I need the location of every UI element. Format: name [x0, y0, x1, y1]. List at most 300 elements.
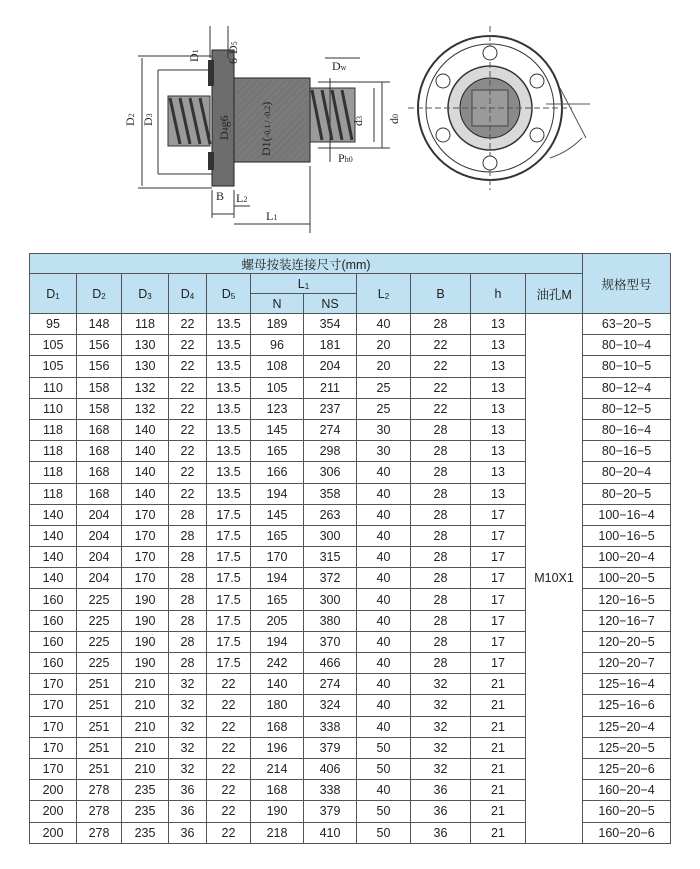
cell-l2: 50: [357, 737, 411, 758]
cell-h: 17: [471, 589, 526, 610]
cell-d3: 210: [122, 695, 169, 716]
cell-l1-n: 194: [251, 483, 304, 504]
cell-model: 80−16−5: [583, 441, 671, 462]
cell-d4: 28: [169, 610, 207, 631]
cell-h: 21: [471, 822, 526, 843]
cell-d2: 278: [77, 801, 122, 822]
cell-l1-ns: 338: [304, 716, 357, 737]
cell-d1: 118: [30, 419, 77, 440]
label-dd3: d3: [351, 116, 365, 126]
cell-l2: 40: [357, 674, 411, 695]
cell-d3: 210: [122, 737, 169, 758]
cell-b: 36: [411, 801, 471, 822]
cell-l2: 40: [357, 314, 411, 335]
flange-end-view: [408, 26, 590, 190]
cell-d2: 251: [77, 737, 122, 758]
cell-d4: 22: [169, 462, 207, 483]
cell-l1-n: 242: [251, 653, 304, 674]
cell-model: 160−20−5: [583, 801, 671, 822]
label-d4g6: D4g6: [217, 115, 231, 140]
header-b: B: [411, 274, 471, 314]
cell-model: 80−16−4: [583, 419, 671, 440]
cell-d4: 22: [169, 314, 207, 335]
cell-d4: 28: [169, 653, 207, 674]
cell-h: 17: [471, 631, 526, 652]
cell-l2: 40: [357, 525, 411, 546]
cell-d4: 22: [169, 398, 207, 419]
cell-d3: 235: [122, 780, 169, 801]
cell-h: 21: [471, 737, 526, 758]
cell-b: 36: [411, 822, 471, 843]
cell-d3: 210: [122, 674, 169, 695]
cell-d3: 140: [122, 483, 169, 504]
header-d1: D1: [30, 274, 77, 314]
cell-l1-ns: 237: [304, 398, 357, 419]
cell-l1-n: 205: [251, 610, 304, 631]
cell-d5: 13.5: [207, 335, 251, 356]
cell-l2: 50: [357, 758, 411, 779]
header-ns: NS: [304, 294, 357, 314]
cell-d1: 160: [30, 653, 77, 674]
cell-d1: 118: [30, 441, 77, 462]
cell-l1-ns: 298: [304, 441, 357, 462]
cell-d1: 170: [30, 674, 77, 695]
cell-d4: 32: [169, 758, 207, 779]
cell-d3: 140: [122, 419, 169, 440]
cell-d4: 36: [169, 801, 207, 822]
table-body: [30, 314, 671, 844]
cell-d5: 22: [207, 780, 251, 801]
cell-l2: 40: [357, 483, 411, 504]
cell-model: 125−16−6: [583, 695, 671, 716]
cell-d5: 13.5: [207, 377, 251, 398]
cell-l2: 40: [357, 780, 411, 801]
cell-d5: 13.5: [207, 314, 251, 335]
cell-b: 28: [411, 568, 471, 589]
label-l2: L2: [236, 191, 248, 205]
cell-h: 13: [471, 419, 526, 440]
cell-model: 80−20−4: [583, 462, 671, 483]
cell-h: 13: [471, 335, 526, 356]
label-d1: D1: [187, 49, 201, 62]
cell-b: 22: [411, 335, 471, 356]
cell-l1-n: 105: [251, 377, 304, 398]
cell-model: 125−20−6: [583, 758, 671, 779]
cell-b: 32: [411, 716, 471, 737]
cell-d1: 140: [30, 568, 77, 589]
cell-d5: 13.5: [207, 462, 251, 483]
cell-b: 28: [411, 631, 471, 652]
label-l1: L1: [266, 209, 278, 223]
label-b: B: [216, 189, 225, 203]
cell-l2: 30: [357, 419, 411, 440]
header-d2: D2: [77, 274, 122, 314]
cell-l2: 40: [357, 462, 411, 483]
header-l2: L2: [357, 274, 411, 314]
cell-d3: 140: [122, 462, 169, 483]
cell-l2: 20: [357, 356, 411, 377]
label-ph0: Ph0: [338, 151, 353, 165]
cell-model: 120−20−7: [583, 653, 671, 674]
cell-d2: 204: [77, 547, 122, 568]
cell-model: 160−20−4: [583, 780, 671, 801]
cell-l1-n: 165: [251, 525, 304, 546]
cell-h: 21: [471, 716, 526, 737]
cell-l1-ns: 315: [304, 547, 357, 568]
cell-d3: 118: [122, 314, 169, 335]
cell-b: 28: [411, 589, 471, 610]
label-6-d5: 6-D5: [226, 41, 240, 64]
cell-b: 28: [411, 314, 471, 335]
cell-l2: 40: [357, 631, 411, 652]
cell-model: 125−20−5: [583, 737, 671, 758]
cell-h: 13: [471, 398, 526, 419]
cell-b: 22: [411, 356, 471, 377]
cell-d4: 22: [169, 419, 207, 440]
cell-b: 32: [411, 695, 471, 716]
cell-l2: 20: [357, 335, 411, 356]
header-d5: D5: [207, 274, 251, 314]
cell-d1: 105: [30, 356, 77, 377]
cell-l1-ns: 380: [304, 610, 357, 631]
cell-d1: 200: [30, 780, 77, 801]
cell-d3: 190: [122, 631, 169, 652]
cell-d1: 170: [30, 695, 77, 716]
cell-d4: 22: [169, 335, 207, 356]
cell-model: 100−20−5: [583, 568, 671, 589]
cell-l2: 40: [357, 716, 411, 737]
cell-b: 36: [411, 780, 471, 801]
cell-b: 28: [411, 504, 471, 525]
cell-d4: 32: [169, 674, 207, 695]
cell-h: 17: [471, 504, 526, 525]
cell-h: 17: [471, 568, 526, 589]
cell-l2: 25: [357, 377, 411, 398]
cell-h: 21: [471, 780, 526, 801]
cell-d5: 22: [207, 737, 251, 758]
cell-model: 120−16−5: [583, 589, 671, 610]
cell-l1-n: 168: [251, 780, 304, 801]
cell-d5: 17.5: [207, 631, 251, 652]
cell-d3: 170: [122, 504, 169, 525]
cell-l2: 50: [357, 822, 411, 843]
cell-l1-n: 96: [251, 335, 304, 356]
cell-d3: 235: [122, 822, 169, 843]
cell-l2: 40: [357, 547, 411, 568]
cell-b: 22: [411, 398, 471, 419]
label-dw: Dw: [332, 59, 347, 73]
cell-l1-n: 140: [251, 674, 304, 695]
cell-model: 80−20−5: [583, 483, 671, 504]
cell-d1: 110: [30, 398, 77, 419]
cell-d4: 28: [169, 504, 207, 525]
table-title: 螺母按装连接尺寸(mm): [30, 254, 583, 274]
cell-model: 80−10−4: [583, 335, 671, 356]
cell-l1-n: 189: [251, 314, 304, 335]
cell-l1-ns: 379: [304, 801, 357, 822]
cell-h: 13: [471, 377, 526, 398]
cell-l1-n: 166: [251, 462, 304, 483]
cell-d1: 160: [30, 610, 77, 631]
cell-h: 13: [471, 483, 526, 504]
cell-d1: 170: [30, 737, 77, 758]
cell-d4: 32: [169, 716, 207, 737]
cell-l1-n: 145: [251, 419, 304, 440]
cell-oil-hole: M10X1: [526, 314, 583, 844]
cell-l1-ns: 354: [304, 314, 357, 335]
cell-l1-n: 123: [251, 398, 304, 419]
cell-d4: 36: [169, 822, 207, 843]
cell-d2: 168: [77, 483, 122, 504]
cell-d3: 210: [122, 758, 169, 779]
cell-d2: 158: [77, 377, 122, 398]
cell-l1-ns: 300: [304, 589, 357, 610]
cell-l1-ns: 338: [304, 780, 357, 801]
header-d4: D4: [169, 274, 207, 314]
cell-d2: 204: [77, 525, 122, 546]
cell-b: 32: [411, 737, 471, 758]
cell-b: 28: [411, 547, 471, 568]
cell-d2: 204: [77, 568, 122, 589]
cell-h: 13: [471, 356, 526, 377]
cell-model: 80−12−4: [583, 377, 671, 398]
cell-model: 100−16−5: [583, 525, 671, 546]
cell-d2: 168: [77, 462, 122, 483]
cell-l1-n: 108: [251, 356, 304, 377]
cell-d5: 22: [207, 801, 251, 822]
cell-l2: 40: [357, 568, 411, 589]
screw-thread-right: [310, 88, 355, 142]
header-model: 规格型号: [583, 254, 671, 314]
cell-l1-n: 194: [251, 568, 304, 589]
header-h: h: [471, 274, 526, 314]
cell-d3: 190: [122, 589, 169, 610]
cell-d3: 132: [122, 398, 169, 419]
cell-d5: 13.5: [207, 356, 251, 377]
cell-d1: 170: [30, 758, 77, 779]
header-d3: D3: [122, 274, 169, 314]
cell-d2: 168: [77, 441, 122, 462]
cell-d5: 17.5: [207, 525, 251, 546]
cell-model: 120−20−5: [583, 631, 671, 652]
cell-model: 100−16−4: [583, 504, 671, 525]
cell-d1: 140: [30, 547, 77, 568]
cell-d2: 204: [77, 504, 122, 525]
cell-model: 160−20−6: [583, 822, 671, 843]
cell-h: 17: [471, 525, 526, 546]
cell-d1: 95: [30, 314, 77, 335]
cell-l1-ns: 466: [304, 653, 357, 674]
cell-l1-ns: 181: [304, 335, 357, 356]
cell-h: 21: [471, 674, 526, 695]
cell-l1-ns: 211: [304, 377, 357, 398]
cell-l2: 40: [357, 610, 411, 631]
cell-d3: 130: [122, 335, 169, 356]
cell-d5: 17.5: [207, 610, 251, 631]
cell-l1-ns: 263: [304, 504, 357, 525]
cell-d3: 235: [122, 801, 169, 822]
cell-d4: 32: [169, 737, 207, 758]
cell-d3: 130: [122, 356, 169, 377]
cell-d4: 28: [169, 547, 207, 568]
cell-l1-ns: 358: [304, 483, 357, 504]
cell-l1-n: 145: [251, 504, 304, 525]
cell-l1-n: 165: [251, 589, 304, 610]
header-oil-hole: 油孔M: [526, 274, 583, 314]
cell-d5: 22: [207, 716, 251, 737]
cell-l2: 40: [357, 504, 411, 525]
cell-h: 21: [471, 801, 526, 822]
cell-l1-ns: 274: [304, 419, 357, 440]
cell-d2: 225: [77, 653, 122, 674]
cell-l1-n: 170: [251, 547, 304, 568]
cell-l2: 30: [357, 441, 411, 462]
ball-screw-nut-drawing: [100, 18, 620, 233]
cell-d2: 251: [77, 716, 122, 737]
cell-d3: 170: [122, 525, 169, 546]
cell-d1: 170: [30, 716, 77, 737]
cell-h: 13: [471, 441, 526, 462]
cell-h: 17: [471, 653, 526, 674]
cell-l1-ns: 410: [304, 822, 357, 843]
cell-l1-n: 196: [251, 737, 304, 758]
cell-d4: 28: [169, 568, 207, 589]
cell-model: 125−20−4: [583, 716, 671, 737]
cell-d4: 28: [169, 525, 207, 546]
cell-d2: 225: [77, 631, 122, 652]
cell-d3: 190: [122, 653, 169, 674]
cell-d3: 132: [122, 377, 169, 398]
label-d2: D2: [123, 113, 137, 126]
cell-l1-n: 218: [251, 822, 304, 843]
cell-l1-n: 214: [251, 758, 304, 779]
cell-d3: 170: [122, 568, 169, 589]
cell-d2: 278: [77, 822, 122, 843]
cell-d2: 168: [77, 419, 122, 440]
cell-d1: 105: [30, 335, 77, 356]
cell-d2: 251: [77, 758, 122, 779]
cell-b: 28: [411, 653, 471, 674]
cell-d1: 140: [30, 504, 77, 525]
cell-b: 28: [411, 610, 471, 631]
cell-model: 120−16−7: [583, 610, 671, 631]
cell-b: 22: [411, 377, 471, 398]
cell-d5: 13.5: [207, 419, 251, 440]
cell-l1-ns: 306: [304, 462, 357, 483]
cell-h: 17: [471, 610, 526, 631]
cell-d1: 160: [30, 589, 77, 610]
cell-d4: 22: [169, 483, 207, 504]
cell-d3: 170: [122, 547, 169, 568]
cell-d4: 32: [169, 695, 207, 716]
cell-d5: 22: [207, 758, 251, 779]
cell-l2: 40: [357, 589, 411, 610]
cell-d1: 200: [30, 801, 77, 822]
cell-model: 80−12−5: [583, 398, 671, 419]
cell-d5: 17.5: [207, 568, 251, 589]
cell-d2: 158: [77, 398, 122, 419]
cell-d5: 17.5: [207, 653, 251, 674]
cell-l1-ns: 406: [304, 758, 357, 779]
header-l1: L1: [251, 274, 357, 294]
cell-l1-ns: 274: [304, 674, 357, 695]
cell-l2: 50: [357, 801, 411, 822]
cell-d3: 210: [122, 716, 169, 737]
header-n: N: [251, 294, 304, 314]
cell-h: 21: [471, 695, 526, 716]
table-row: [30, 314, 671, 335]
cell-l1-n: 165: [251, 441, 304, 462]
cell-d5: 22: [207, 674, 251, 695]
cell-d4: 22: [169, 377, 207, 398]
cell-d4: 28: [169, 631, 207, 652]
cell-d1: 160: [30, 631, 77, 652]
cell-h: 17: [471, 547, 526, 568]
cell-model: 125−16−4: [583, 674, 671, 695]
cell-d5: 17.5: [207, 589, 251, 610]
cell-d2: 225: [77, 589, 122, 610]
cell-d1: 200: [30, 822, 77, 843]
cell-b: 28: [411, 483, 471, 504]
cell-d2: 156: [77, 356, 122, 377]
cell-d3: 140: [122, 441, 169, 462]
cell-b: 32: [411, 758, 471, 779]
cell-d1: 118: [30, 462, 77, 483]
cell-l1-ns: 372: [304, 568, 357, 589]
cell-l1-n: 194: [251, 631, 304, 652]
cell-l1-n: 180: [251, 695, 304, 716]
cell-l1-n: 190: [251, 801, 304, 822]
cell-d2: 225: [77, 610, 122, 631]
cell-l1-n: 168: [251, 716, 304, 737]
cell-b: 28: [411, 419, 471, 440]
cell-d2: 156: [77, 335, 122, 356]
cell-l1-ns: 379: [304, 737, 357, 758]
cell-l2: 40: [357, 653, 411, 674]
cell-d5: 17.5: [207, 547, 251, 568]
cell-d5: 17.5: [207, 504, 251, 525]
cell-h: 13: [471, 462, 526, 483]
cell-b: 32: [411, 674, 471, 695]
cell-d3: 190: [122, 610, 169, 631]
nut-spec-table: [29, 253, 671, 844]
label-d1-tolerance: D1(-0.1 / -0.2): [259, 101, 273, 156]
cell-d5: 13.5: [207, 483, 251, 504]
cell-h: 13: [471, 314, 526, 335]
cell-model: 100−20−4: [583, 547, 671, 568]
cell-h: 21: [471, 758, 526, 779]
cell-d4: 28: [169, 589, 207, 610]
cell-d2: 251: [77, 674, 122, 695]
cell-d1: 140: [30, 525, 77, 546]
cell-d5: 13.5: [207, 441, 251, 462]
cell-d4: 22: [169, 356, 207, 377]
cell-l1-ns: 300: [304, 525, 357, 546]
cell-d2: 251: [77, 695, 122, 716]
cell-d2: 148: [77, 314, 122, 335]
cell-l1-ns: 204: [304, 356, 357, 377]
cell-d5: 22: [207, 822, 251, 843]
cell-d5: 13.5: [207, 398, 251, 419]
cell-d1: 110: [30, 377, 77, 398]
cell-l2: 25: [357, 398, 411, 419]
cell-d4: 36: [169, 780, 207, 801]
cell-l1-ns: 324: [304, 695, 357, 716]
cell-b: 28: [411, 462, 471, 483]
label-d3: D3: [141, 113, 155, 126]
cell-l2: 40: [357, 695, 411, 716]
cell-d1: 118: [30, 483, 77, 504]
